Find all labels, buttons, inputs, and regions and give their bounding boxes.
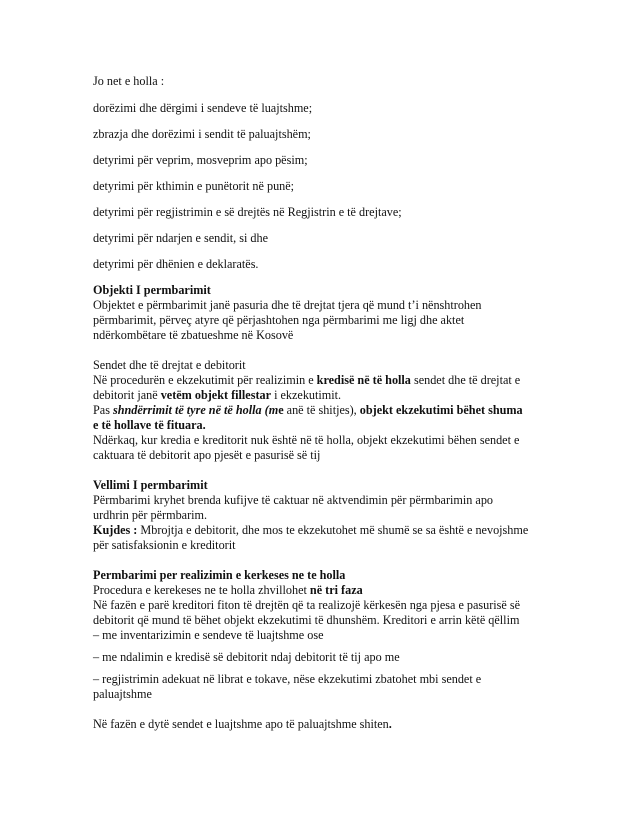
list-item: detyrimi për ndarjen e sendit, si dhe [93,231,268,245]
sendet-line: caktuara të debitorit apo pjesët e pasurisë së tij [93,448,321,462]
sendet-title: Sendet dhe të drejtat e debitorit [93,358,246,372]
list-item: detyrimi për dhënien e deklaratës. [93,257,259,271]
sendet-line: Pas shndërrimit të tyre në të holla (me anë të shitjes), objekt ekzekutimi bëhet shuma [93,403,523,417]
realizimi-line: – me ndalimin e kredisë së debitorit ndaj debitorit të tij apo me [93,650,400,664]
list-item: detyrimi për kthimin e punëtorit në punë; [93,179,295,193]
realizimi-line: debitorit që mund të bëhet objekt ekzekutimi të dhunshëm. Kreditori e arrin këtë qëllim [93,613,520,627]
sendet-line: Ndërkaq, kur kredia e kreditorit nuk është në të holla, objekt ekzekutimi bëhen sendet e [93,433,520,447]
section-heading-objekti: Objekti I permbarimit [93,283,211,297]
objekti-line: ndërkombëtare të zbatueshme në Kosovë [93,328,294,342]
list-item: detyrimi për veprim, mosveprim apo pësim; [93,153,308,167]
sendet-line: debitorit janë vetëm objekt fillestar i ekzekutimit. [93,388,342,402]
faza-dyte-line: Në fazën e dytë sendet e luajtshme apo të paluajtshme shiten. [93,717,392,731]
list-item: dorëzimi dhe dërgimi i sendeve të luajtshme; [93,101,313,115]
realizimi-line: – regjistrimin adekuat në librat e tokave, nëse ekzekutimi zbatohet mbi sendet e [93,672,482,686]
objekti-line: përmbarimit, përveç atyre që përjashtohen nga përmbarimi me ligj dhe aktet [93,313,465,327]
section-heading-realizimi: Permbarimi per realizimin e kerkeses ne te holla [93,568,346,582]
realizimi-line: Në fazën e parë kreditori fiton të drejtën që ta realizojë kërkesën nga pjesa e pasurisë së [93,598,521,612]
realizimi-line: paluajtshme [93,687,152,701]
sendet-line: e të hollave të fituara. [93,418,206,432]
list-item: zbrazja dhe dorëzimi i sendit të paluajtshëm; [93,127,311,141]
vellimi-line: urdhrin për përmbarim. [93,508,208,522]
realizimi-line: – me inventarizimin e sendeve të luajtshme ose [93,628,324,642]
sendet-line: Në procedurën e ekzekutimit për realizimin e kredisë në të holla sendet dhe të drejtat e [93,373,521,387]
vellimi-line: Kujdes : Mbrojtja e debitorit, dhe mos te ekzekutohet më shumë se sa është e nevojshme [93,523,529,537]
section-heading-vellimi: Vellimi I permbarimit [93,478,208,492]
list-item: detyrimi për regjistrimin e së drejtës në Regjistrin e të drejtave; [93,205,402,219]
realizimi-line: Procedura e kerekeses ne te holla zhvillohet në tri faza [93,583,363,597]
vellimi-line: për satisfaksionin e kreditorit [93,538,236,552]
objekti-line: Objektet e përmbarimit janë pasuria dhe të drejtat tjera që mund t’i nënshtrohen [93,298,482,312]
vellimi-line: Përmbarimi kryhet brenda kufijve të caktuar në aktvendimin për përmbarimin apo [93,493,494,507]
list-intro: Jo net e holla : [93,74,165,88]
